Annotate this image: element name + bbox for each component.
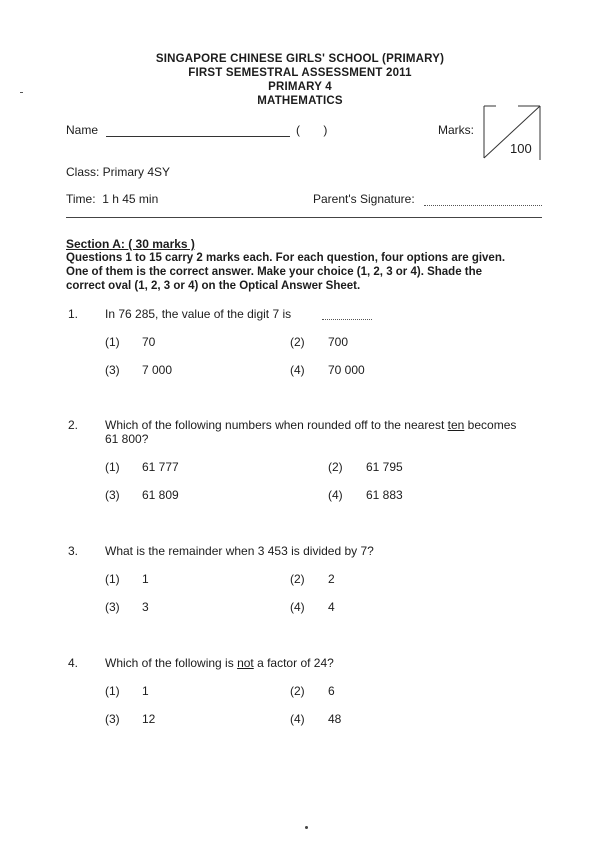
option-number: (1) bbox=[105, 684, 120, 698]
option-value: 2 bbox=[328, 572, 335, 586]
option-number: (4) bbox=[328, 488, 343, 502]
question-text: What is the remainder when 3 453 is divided by 7? bbox=[105, 544, 374, 558]
option-number: (1) bbox=[105, 572, 120, 586]
scan-speck bbox=[305, 826, 308, 829]
question-number: 1. bbox=[68, 307, 79, 321]
option-number: (2) bbox=[290, 335, 305, 349]
option-value: 61 809 bbox=[142, 488, 179, 502]
question-emphasis: not bbox=[237, 656, 254, 670]
option-number: (4) bbox=[290, 600, 305, 614]
option-value: 61 777 bbox=[142, 460, 179, 474]
question-number: 4. bbox=[68, 656, 79, 670]
option-number: (3) bbox=[105, 600, 120, 614]
level-title: PRIMARY 4 bbox=[268, 81, 332, 93]
signature-label: Parent's Signature: bbox=[313, 192, 415, 206]
option-number: (2) bbox=[290, 684, 305, 698]
option-value: 4 bbox=[328, 600, 335, 614]
option-number: (3) bbox=[105, 488, 120, 502]
question-text-part: becomes bbox=[464, 418, 517, 432]
option-value: 1 bbox=[142, 684, 149, 698]
question-number: 2. bbox=[68, 418, 79, 432]
school-name: SINGAPORE CHINESE GIRLS' SCHOOL (PRIMARY) bbox=[155, 53, 445, 65]
instruction-line: One of them is the correct answer. Make your choice (1, 2, 3 or 4). Shade the bbox=[66, 266, 483, 278]
instruction-line: correct oval (1, 2, 3 or 4) on the Optical Answer Sheet. bbox=[66, 280, 361, 292]
class-label: Class: Primary 4SY bbox=[66, 165, 171, 179]
option-value: 6 bbox=[328, 684, 335, 698]
option-number: (1) bbox=[105, 460, 120, 474]
time-label: Time: 1 h 45 min bbox=[66, 192, 159, 206]
question-text-part: a factor of 24? bbox=[253, 656, 334, 670]
question-text-line2: 61 800? bbox=[105, 432, 149, 446]
option-value: 3 bbox=[142, 600, 149, 614]
option-number: (3) bbox=[105, 363, 120, 377]
option-value: 12 bbox=[142, 712, 156, 726]
name-field-line[interactable] bbox=[106, 136, 290, 137]
option-value: 1 bbox=[142, 572, 149, 586]
subject-title: MATHEMATICS bbox=[257, 95, 343, 107]
question-emphasis: ten bbox=[447, 418, 465, 432]
section-title: Section A: ( 30 marks ) bbox=[66, 237, 195, 251]
option-value: 70 bbox=[142, 335, 156, 349]
option-value: 7 000 bbox=[142, 363, 173, 377]
name-label: Name bbox=[66, 123, 99, 137]
question-text: In 76 285, the value of the digit 7 is bbox=[105, 307, 292, 321]
marks-total: 100 bbox=[510, 141, 532, 156]
marks-label: Marks: bbox=[438, 123, 474, 137]
option-number: (1) bbox=[105, 335, 120, 349]
option-value: 61 795 bbox=[366, 460, 403, 474]
question-text-part: Which of the following is bbox=[105, 656, 238, 670]
question-text bbox=[105, 656, 334, 670]
header-divider bbox=[66, 217, 542, 218]
section-instructions bbox=[66, 251, 505, 293]
register-number-brackets: ( ) bbox=[296, 123, 328, 137]
option-number: (2) bbox=[328, 460, 343, 474]
answer-blank bbox=[322, 319, 372, 320]
instruction-line: Questions 1 to 15 carry 2 marks each. For each question, four options are given. bbox=[66, 252, 506, 264]
option-value: 700 bbox=[328, 335, 349, 349]
option-number: (4) bbox=[290, 712, 305, 726]
signature-field-line[interactable] bbox=[424, 205, 542, 206]
option-number: (3) bbox=[105, 712, 120, 726]
option-value: 61 883 bbox=[366, 488, 403, 502]
scan-speck bbox=[20, 92, 23, 93]
option-value: 70 000 bbox=[328, 363, 365, 377]
assessment-title: FIRST SEMESTRAL ASSESSMENT 2011 bbox=[188, 67, 412, 79]
question-text bbox=[105, 418, 545, 446]
option-number: (4) bbox=[290, 363, 305, 377]
question-number: 3. bbox=[68, 544, 79, 558]
option-number: (2) bbox=[290, 572, 305, 586]
option-value: 48 bbox=[328, 712, 342, 726]
question-text-part: Which of the following numbers when rounded off to the nearest bbox=[105, 418, 448, 432]
